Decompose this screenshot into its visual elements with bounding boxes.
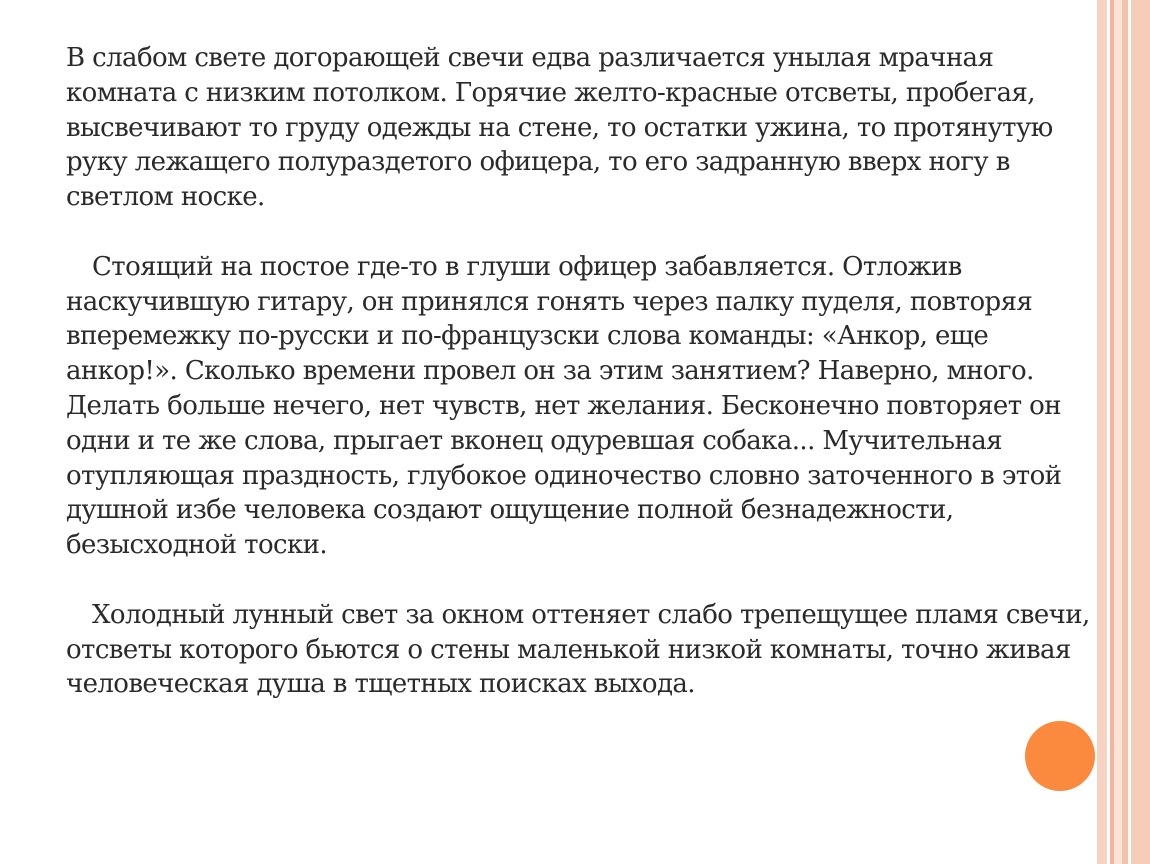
decor-circle	[1025, 721, 1095, 791]
paragraph-3: Холодный лунный свет за окном оттеняет слабо трепещущее пламя свечи, отсветы которого бьются о стены маленькой низкой комнаты, точно живая человеческая душа в тщетных поисках выхода.	[66, 599, 1090, 700]
decor-stripe	[1131, 0, 1150, 864]
decor-stripe	[1097, 0, 1107, 864]
decor-stripe	[1114, 0, 1122, 864]
paragraph-1: В слабом свете догорающей свечи едва различается унылая мрачная комната с низким потолком. Горячие желто-красные отсветы, пробегая, высвечивают то груду одежды на стене, то остатки ужина, то протянутую руку лежащего полураздетого офицера, то его задранную вверх ногу в светлом носке.	[66, 43, 1053, 213]
slide-body-text	[66, 41, 1096, 737]
paragraph-2: Стоящий на постое где-то в глуши офицер забавляется. Отложив наскучившую гитару, он принялся гонять через палку пуделя, повторяя вперемежку по-русски и по-французски слова команды: «Анкор, еще анкор!». Сколько времени провел он за этим занятием? Наверно, много. Делать больше нечего, нет чувств, нет желания. Бесконечно повторяет он одни и те же слова, прыгает вконец одуревшая собака... Мучительная отупляющая праздность, глубокое одиночество словно заточенного в этой душной избе человека создают ощущение полной безнадежности, безысходной тоски.	[66, 251, 1062, 561]
